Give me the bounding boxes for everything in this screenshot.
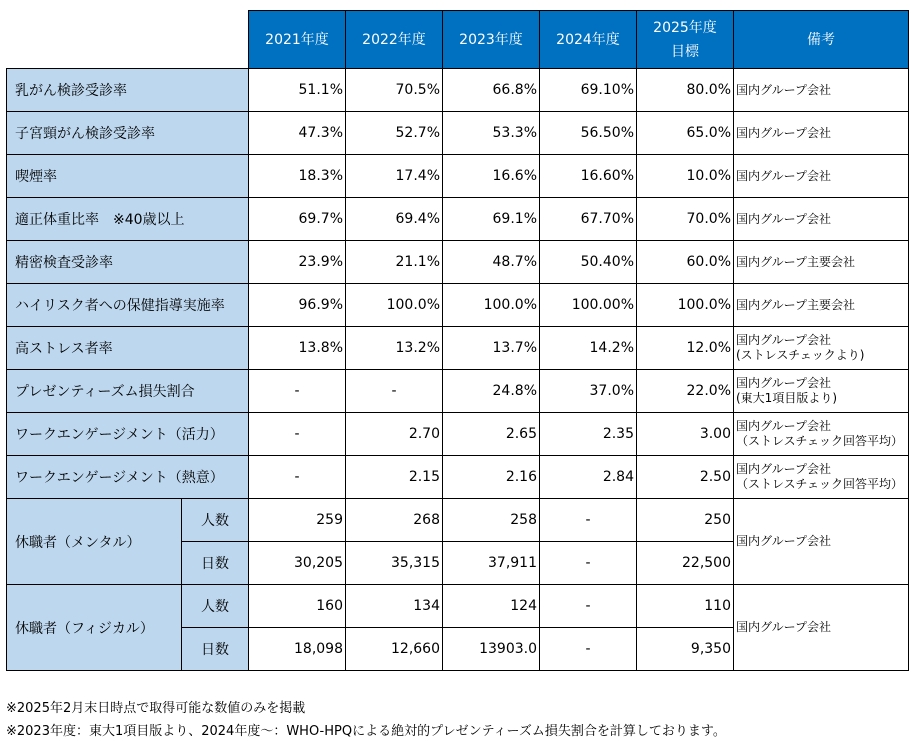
row-label: 乳がん検診受診率 [7,69,249,112]
remarks-subtext: (ストレスチェックより) [736,348,865,362]
value-cell: 2.35 [540,413,637,456]
value-cell: 65.0% [637,112,734,155]
value-cell: 100.00% [540,284,637,327]
value-cell: 69.7% [249,198,346,241]
footnote-1: ※2025年2月末日時点で取得可能な数値のみを掲載 [6,701,306,716]
value-cell: 268 [346,499,443,542]
remarks-cell: 国内グループ会社 [734,499,909,585]
value-cell: 69.10% [540,69,637,112]
remarks-subtext: （ストレスチェック回答平均） [736,434,904,448]
table-row [7,241,909,284]
value-cell: 80.0% [637,69,734,112]
value-cell: 258 [443,499,540,542]
value-cell: 56.50% [540,112,637,155]
table-row [7,413,909,456]
table-row [7,284,909,327]
value-cell: - [540,585,637,628]
remarks-cell [734,370,909,413]
value-cell: 18,098 [249,628,346,671]
remarks-text: 国内グループ会社 [736,211,832,226]
remarks-text: 国内グループ主要会社 [736,254,856,269]
remarks-cell [734,198,909,241]
value-cell: 12,660 [346,628,443,671]
value-cell: - [540,499,637,542]
header-row [7,11,909,69]
value-cell: 30,205 [249,542,346,585]
value-cell: 66.8% [443,69,540,112]
value-cell: 100.0% [637,284,734,327]
value-cell: 13.8% [249,327,346,370]
value-cell: 48.7% [443,241,540,284]
table-row [7,585,909,628]
header-2023: 2023年度 [443,11,540,69]
value-cell: 100.0% [346,284,443,327]
value-cell: 13.7% [443,327,540,370]
header-2025-target [637,11,734,69]
remarks-cell [734,456,909,499]
table-row [7,370,909,413]
value-cell: 13.2% [346,327,443,370]
value-cell: 47.3% [249,112,346,155]
sub-label: 日数 [182,628,249,671]
remarks-text: 国内グループ会社 [736,333,832,347]
row-label: ワークエンゲージメント（活力） [7,413,249,456]
value-cell: 2.15 [346,456,443,499]
remarks-cell [734,112,909,155]
value-cell: - [540,542,637,585]
row-label: 高ストレス者率 [7,327,249,370]
remarks-cell [734,241,909,284]
value-cell: 250 [637,499,734,542]
value-cell: 50.40% [540,241,637,284]
value-cell: 24.8% [443,370,540,413]
value-cell: 53.3% [443,112,540,155]
value-cell: 160 [249,585,346,628]
remarks-cell [734,69,909,112]
value-cell: 13903.0 [443,628,540,671]
value-cell: - [249,370,346,413]
row-label: 子宮頸がん検診受診率 [7,112,249,155]
value-cell: 10.0% [637,155,734,198]
row-label: 適正体重比率 ※40歳以上 [7,198,249,241]
value-cell: 69.1% [443,198,540,241]
row-label: 喫煙率 [7,155,249,198]
health-metrics-table [6,10,909,671]
row-label: 精密検査受診率 [7,241,249,284]
footnote-2: ※2023年度：東大1項目版より、2024年度～：WHO-HPQによる絶対的プレゼンティーズム損失割合を計算しております。 [6,724,726,739]
value-cell: 14.2% [540,327,637,370]
value-cell: 9,350 [637,628,734,671]
remarks-text: 国内グループ主要会社 [736,297,856,312]
table-row [7,499,909,542]
value-cell: 2.65 [443,413,540,456]
value-cell: 52.7% [346,112,443,155]
value-cell: - [249,413,346,456]
table-row [7,456,909,499]
remarks-cell [734,327,909,370]
value-cell: 70.0% [637,198,734,241]
value-cell: 134 [346,585,443,628]
table-row [7,327,909,370]
table-row [7,155,909,198]
value-cell: 18.3% [249,155,346,198]
value-cell: 16.60% [540,155,637,198]
value-cell: 12.0% [637,327,734,370]
header-2024: 2024年度 [540,11,637,69]
group-label: 休職者（フィジカル） [7,585,182,671]
group-label: 休職者（メンタル） [7,499,182,585]
remarks-cell [734,155,909,198]
value-cell: 70.5% [346,69,443,112]
value-cell: 100.0% [443,284,540,327]
sub-label: 人数 [182,499,249,542]
row-label: ハイリスク者への保健指導実施率 [7,284,249,327]
remarks-subtext: （ストレスチェック回答平均） [736,477,904,491]
header-target: 目標 [671,43,699,60]
corner-cell [7,11,249,69]
value-cell: - [346,370,443,413]
remarks-text: 国内グループ会社 [736,376,832,390]
value-cell: 124 [443,585,540,628]
row-label: ワークエンゲージメント（熱意） [7,456,249,499]
remarks-text: 国内グループ会社 [736,82,832,97]
header-2022: 2022年度 [346,11,443,69]
remarks-text: 国内グループ会社 [736,168,832,183]
table-row [7,69,909,112]
value-cell: 60.0% [637,241,734,284]
value-cell: 110 [637,585,734,628]
remarks-cell [734,413,909,456]
remarks-text: 国内グループ会社 [736,125,832,140]
header-2025: 2025年度 [653,19,717,36]
value-cell: - [540,628,637,671]
value-cell: 259 [249,499,346,542]
value-cell: 2.16 [443,456,540,499]
remarks-text: 国内グループ会社 [736,419,832,433]
row-label: プレゼンティーズム損失割合 [7,370,249,413]
value-cell: 35,315 [346,542,443,585]
value-cell: 67.70% [540,198,637,241]
sub-label: 人数 [182,585,249,628]
value-cell: - [249,456,346,499]
remarks-cell [734,284,909,327]
sub-label: 日数 [182,542,249,585]
value-cell: 21.1% [346,241,443,284]
value-cell: 3.00 [637,413,734,456]
value-cell: 2.50 [637,456,734,499]
remarks-text: 国内グループ会社 [736,462,832,476]
value-cell: 22,500 [637,542,734,585]
value-cell: 37.0% [540,370,637,413]
value-cell: 17.4% [346,155,443,198]
table-row [7,198,909,241]
value-cell: 16.6% [443,155,540,198]
remarks-subtext: (東大1項目版より) [736,391,837,405]
value-cell: 69.4% [346,198,443,241]
value-cell: 51.1% [249,69,346,112]
value-cell: 96.9% [249,284,346,327]
header-2021: 2021年度 [249,11,346,69]
value-cell: 2.70 [346,413,443,456]
value-cell: 37,911 [443,542,540,585]
value-cell: 22.0% [637,370,734,413]
value-cell: 23.9% [249,241,346,284]
value-cell: 2.84 [540,456,637,499]
table-row [7,112,909,155]
header-remarks: 備考 [734,11,909,69]
remarks-cell: 国内グループ会社 [734,585,909,671]
